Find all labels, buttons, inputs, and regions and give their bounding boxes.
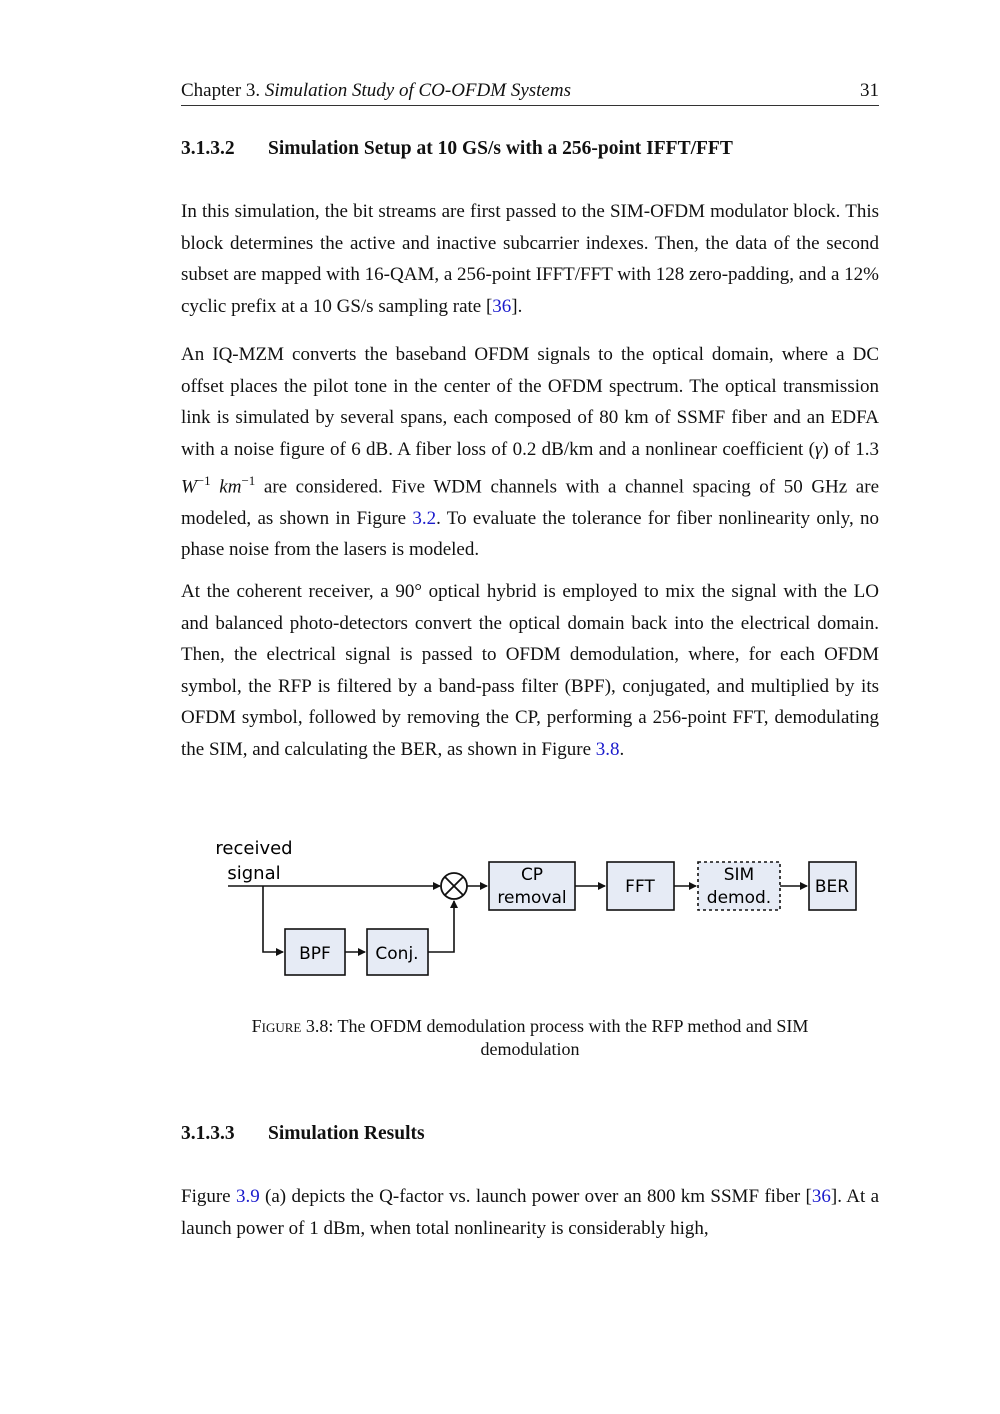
citation-link[interactable]: 36: [811, 1186, 831, 1207]
figure-caption: [200, 1015, 860, 1061]
caption-label: Figure 3.8:: [251, 1016, 334, 1036]
section-heading-setup: [181, 138, 881, 160]
paragraph-3: At the coherent receiver, a 90° optical hybrid is employed to mix the signal with the LO and balanced photo-detectors convert the optical domain back into the electrical domain. Then, the electrical signal is passed to OFDM demodulation, where, for each OFDM symbol, the RFP is filtered by a band-pass filter (BPF), conjugated, and multiplied by its OFDM symbol, followed by removing the CP, performing a 256-point FFT, demodulating the SIM, and calculating the BER, as shown in Figure 3.8.: [181, 581, 879, 760]
multiplier-icon: [441, 873, 467, 899]
paragraph-1: In this simulation, the bit streams are first passed to the SIM-OFDM modulator block. This block determines the active and inactive subcarrier indexes. Then, the data of the second subset are mapped with 16-QAM, a 256-point IFFT/FFT with 128 zero-padding, and a 12% cyclic prefix at a 10 GS/s sampling rate [36].: [181, 201, 879, 317]
citation-link[interactable]: 36: [492, 295, 512, 317]
demodulation-diagram: [200, 830, 880, 1000]
running-header: [181, 80, 879, 106]
caption-text: The OFDM demodulation process with the RFP method and SIM demodulation: [337, 1016, 809, 1059]
section-title: Simulation Results: [268, 1123, 425, 1144]
branch-line: [263, 886, 283, 952]
chapter-title: Simulation Study of CO-OFDM Systems: [264, 80, 571, 101]
figure-link[interactable]: 3.8: [595, 738, 620, 760]
page-number: 31: [860, 80, 879, 101]
section-title: Simulation Setup at 10 GS/s with a 256-point IFFT/FFT: [268, 138, 733, 159]
input-label-received: received: [215, 838, 293, 859]
figure-link[interactable]: 3.9: [235, 1186, 260, 1207]
figure-link[interactable]: 3.2: [412, 507, 437, 529]
conj-to-mixer-arrow: [428, 901, 454, 952]
section-number: 3.1.3.3: [181, 1123, 235, 1144]
paragraph-4: Figure 3.9 (a) depicts the Q-factor vs. launch power over an 800 km SSMF fiber [36]. At a launch power of 1 dBm, when total nonlinearity is considerably high,: [181, 1186, 880, 1239]
cp-label: CP: [520, 865, 544, 885]
sim-label: SIM: [723, 865, 755, 885]
fft-label: FFT: [625, 877, 655, 897]
removal-label: removal: [497, 888, 567, 908]
conj-label: Conj.: [375, 944, 419, 964]
ber-label: BER: [814, 877, 850, 897]
section-heading-results: [181, 1123, 881, 1145]
chapter-heading: Chapter 3. Simulation Study of CO-OFDM Systems: [181, 80, 571, 101]
demod-label: demod.: [706, 888, 772, 908]
paragraph-2: An IQ-MZM converts the baseband OFDM signals to the optical domain, where a DC offset places the pilot tone in the center of the OFDM spectrum. The optical transmission link is simulated by several spans, each composed of 80 km of SSMF fiber and an EDFA with a noise figure of 6 dB. A fiber loss of 0.2 dB/km and a nonlinear coefficient (γ) of 1.3 $W^{-1}$ $km^{-1}$ are considered. Five WDM channels with a channel spacing of 50 GHz are modeled, as shown in Figure 3.2. To evaluate the tolerance for fiber nonlinearity only, no phase noise from the lasers is modeled.: [181, 344, 880, 561]
section-number: 3.1.3.2: [181, 138, 235, 159]
bpf-label: BPF: [299, 944, 331, 964]
input-label-signal: signal: [227, 863, 281, 884]
